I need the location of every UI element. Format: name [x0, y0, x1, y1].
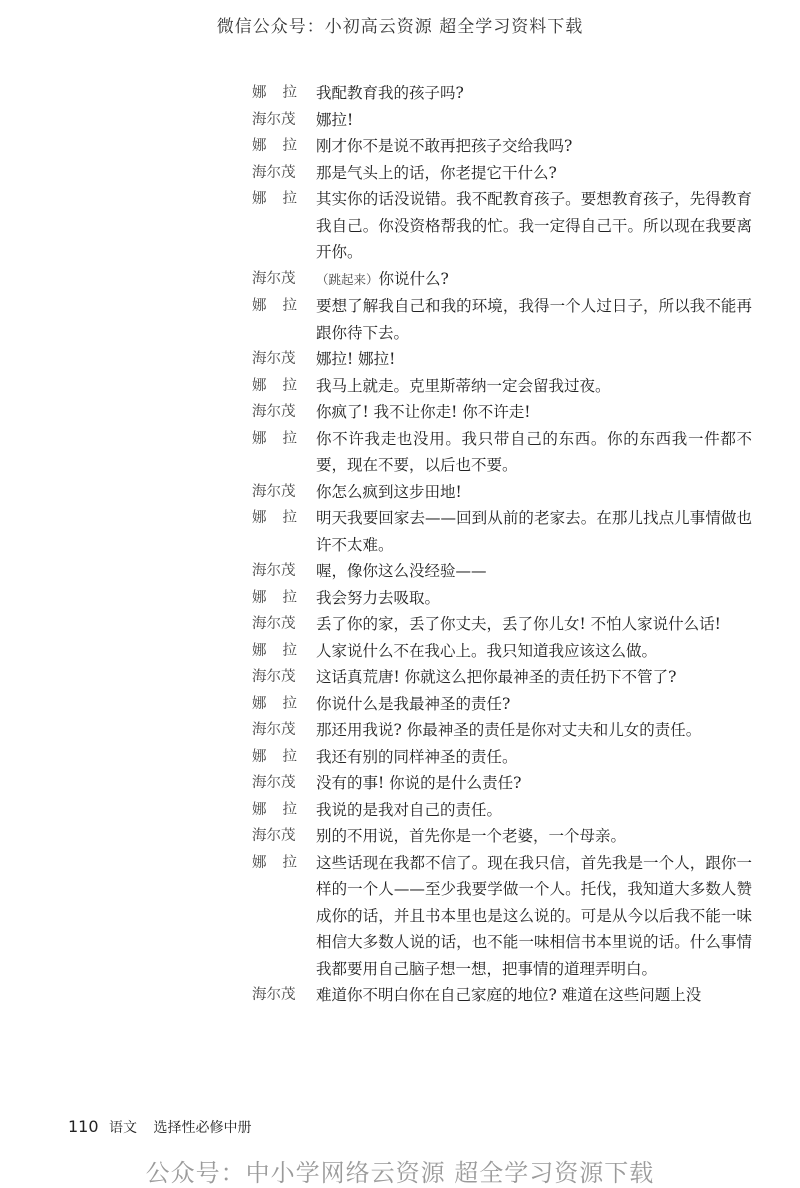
speech-content: 娜拉!	[316, 110, 354, 129]
speech-text	[316, 850, 752, 983]
speech-text	[316, 160, 752, 187]
dialogue-line	[252, 744, 752, 771]
dialogue-line	[252, 558, 752, 585]
dialogue-line	[252, 770, 752, 797]
page-number: 110	[68, 1117, 99, 1136]
speech-text	[316, 266, 752, 294]
dialogue-line	[252, 691, 752, 718]
speaker-name: 娜拉	[252, 642, 313, 659]
speaker-name: 海尔茂	[252, 828, 296, 844]
speaker-name: 海尔茂	[252, 404, 296, 420]
speech-content: 那是气头上的话，你老提它干什么?	[316, 163, 557, 182]
speech-text	[316, 399, 752, 426]
dialogue-line	[252, 293, 752, 346]
speech-content: 喔，像你这么没经验——	[316, 562, 487, 580]
dialogue-line	[252, 850, 752, 983]
speech-content: 这些话现在我都不信了。现在我只信，首先我是一个人，跟你一样的一个人——至少我要学做一个人。托伐，我知道大多数人赞成你的话，并且书本里也是这么说的。可是从今以后我不能一味相信大多数人说的话，也不能一味相信书本里说的话。什么事情我都要用自己脑子想一想，把事情的道理弄明白。	[316, 853, 752, 978]
speech-content: 你说什么?	[378, 269, 449, 288]
speaker-name: 娜拉	[252, 510, 313, 526]
dialogue-body	[252, 80, 752, 1009]
speech-text	[316, 797, 752, 824]
speaker-name: 娜拉	[252, 589, 313, 606]
speech-text	[316, 133, 752, 160]
speech-content: 我会努力去吸取。	[316, 588, 441, 607]
speech-content: 要想了解我自己和我的环境，我得一个人过日子，所以我不能再跟你待下去。	[316, 297, 752, 342]
speech-text	[316, 293, 752, 346]
speech-text	[316, 426, 752, 479]
speaker-name: 海尔茂	[252, 987, 296, 1003]
speech-content: 你不许我走也没用。我只带自己的东西。你的东西我一件都不要，现在不要，以后也不要。	[316, 429, 752, 474]
speech-text	[316, 107, 752, 134]
speaker-name: 娜拉	[252, 85, 313, 101]
speaker-name: 娜拉	[252, 298, 313, 314]
speech-content: 我配教育我的孩子吗?	[316, 84, 464, 102]
speech-text	[316, 823, 752, 850]
speech-content: 我说的是我对自己的责任。	[316, 800, 503, 819]
dialogue-line	[252, 160, 752, 187]
speech-text	[316, 558, 752, 585]
speech-content: 明天我要回家去——回到从前的老家去。在那儿找点儿事情做也许不太难。	[316, 509, 752, 554]
speech-content: 你疯了! 我不让你走! 你不许走!	[316, 403, 531, 421]
speech-text	[316, 717, 752, 744]
speech-text	[316, 638, 752, 665]
speech-text	[316, 479, 752, 506]
speaker-name: 海尔茂	[252, 351, 296, 367]
speech-content: 刚才你不是说不敢再把孩子交给我吗?	[316, 137, 573, 155]
speech-text	[316, 373, 752, 400]
dialogue-line	[252, 186, 752, 266]
dialogue-line	[252, 426, 752, 479]
speaker-name: 娜拉	[252, 854, 313, 871]
speaker-name: 海尔茂	[252, 164, 296, 181]
dialogue-line	[252, 611, 752, 638]
dialogue-line	[252, 266, 752, 294]
dialogue-line	[252, 664, 752, 691]
speech-content: 我马上就走。克里斯蒂纳一定会留我过夜。	[316, 376, 611, 395]
dialogue-line	[252, 80, 752, 107]
speech-text	[316, 505, 752, 558]
top-banner: 微信公众号：小初高云资源 超全学习资料下载	[216, 17, 584, 37]
speech-content: 我还有别的同样神圣的责任。	[316, 747, 518, 766]
speaker-name: 海尔茂	[252, 563, 296, 579]
speaker-name: 海尔茂	[252, 111, 296, 128]
speaker-name: 海尔茂	[252, 616, 296, 632]
dialogue-line	[252, 638, 752, 665]
speech-content: 人家说什么不在我心上。我只知道我应该这么做。	[316, 641, 658, 660]
subject-label: 语文	[109, 1120, 137, 1136]
speech-text	[316, 982, 752, 1009]
dialogue-line	[252, 717, 752, 744]
speech-text	[316, 664, 752, 691]
speech-content: 娜拉! 娜拉!	[316, 350, 396, 368]
speaker-name: 海尔茂	[252, 669, 296, 685]
speech-text	[316, 691, 752, 718]
speaker-name: 海尔茂	[252, 270, 296, 287]
speech-text	[316, 770, 752, 797]
page-footer	[68, 1117, 251, 1137]
dialogue-line	[252, 505, 752, 558]
dialogue-line	[252, 823, 752, 850]
speaker-name: 娜拉	[252, 748, 313, 765]
speech-content: 其实你的话没说错。我不配教育孩子。要想教育孩子，先得教育我自己。你没资格帮我的忙。我一定得自己干。所以现在我要离开你。	[316, 190, 752, 261]
dialogue-line	[252, 585, 752, 612]
bottom-watermark: 公众号：中小学网络云资源 超全学习资源下载	[145, 1159, 655, 1187]
speech-content: 你怎么疯到这步田地!	[316, 482, 462, 501]
speech-content: 没有的事! 你说的是什么责任?	[316, 774, 522, 792]
dialogue-line	[252, 399, 752, 426]
speaker-name: 娜拉	[252, 377, 313, 394]
dialogue-line	[252, 479, 752, 506]
speech-content: 别的不用说，首先你是一个老婆，一个母亲。	[316, 827, 627, 845]
dialogue-line	[252, 982, 752, 1009]
speaker-name: 娜拉	[252, 191, 313, 207]
speaker-name: 娜拉	[252, 430, 313, 447]
speech-content: 那还用我说? 你最神圣的责任是你对丈夫和儿女的责任。	[316, 721, 702, 739]
speech-content: 难道你不明白你在自己家庭的地位? 难道在这些问题上没	[316, 986, 702, 1004]
speech-text	[316, 611, 752, 638]
speaker-name: 海尔茂	[252, 775, 296, 791]
speech-text	[316, 80, 752, 107]
speaker-name: 娜拉	[252, 695, 313, 712]
speech-content: 丢了你的家，丢了你丈夫，丢了你儿女! 不怕人家说什么话!	[316, 615, 721, 633]
speech-text	[316, 346, 752, 373]
dialogue-line	[252, 346, 752, 373]
book-label: 选择性必修中册	[153, 1120, 252, 1136]
dialogue-line	[252, 107, 752, 134]
speaker-name: 海尔茂	[252, 722, 296, 738]
speaker-name: 娜拉	[252, 801, 313, 818]
stage-direction: （跳起来）	[316, 271, 379, 287]
speech-text	[316, 186, 752, 266]
speech-text	[316, 744, 752, 771]
dialogue-line	[252, 373, 752, 400]
dialogue-line	[252, 133, 752, 160]
dialogue-line	[252, 797, 752, 824]
speaker-name: 海尔茂	[252, 483, 296, 500]
speech-content: 你说什么是我最神圣的责任?	[316, 694, 511, 713]
speaker-name: 娜拉	[252, 138, 313, 154]
speech-text	[316, 585, 752, 612]
speech-content: 这话真荒唐! 你就这么把你最神圣的责任扔下不管了?	[316, 668, 677, 686]
